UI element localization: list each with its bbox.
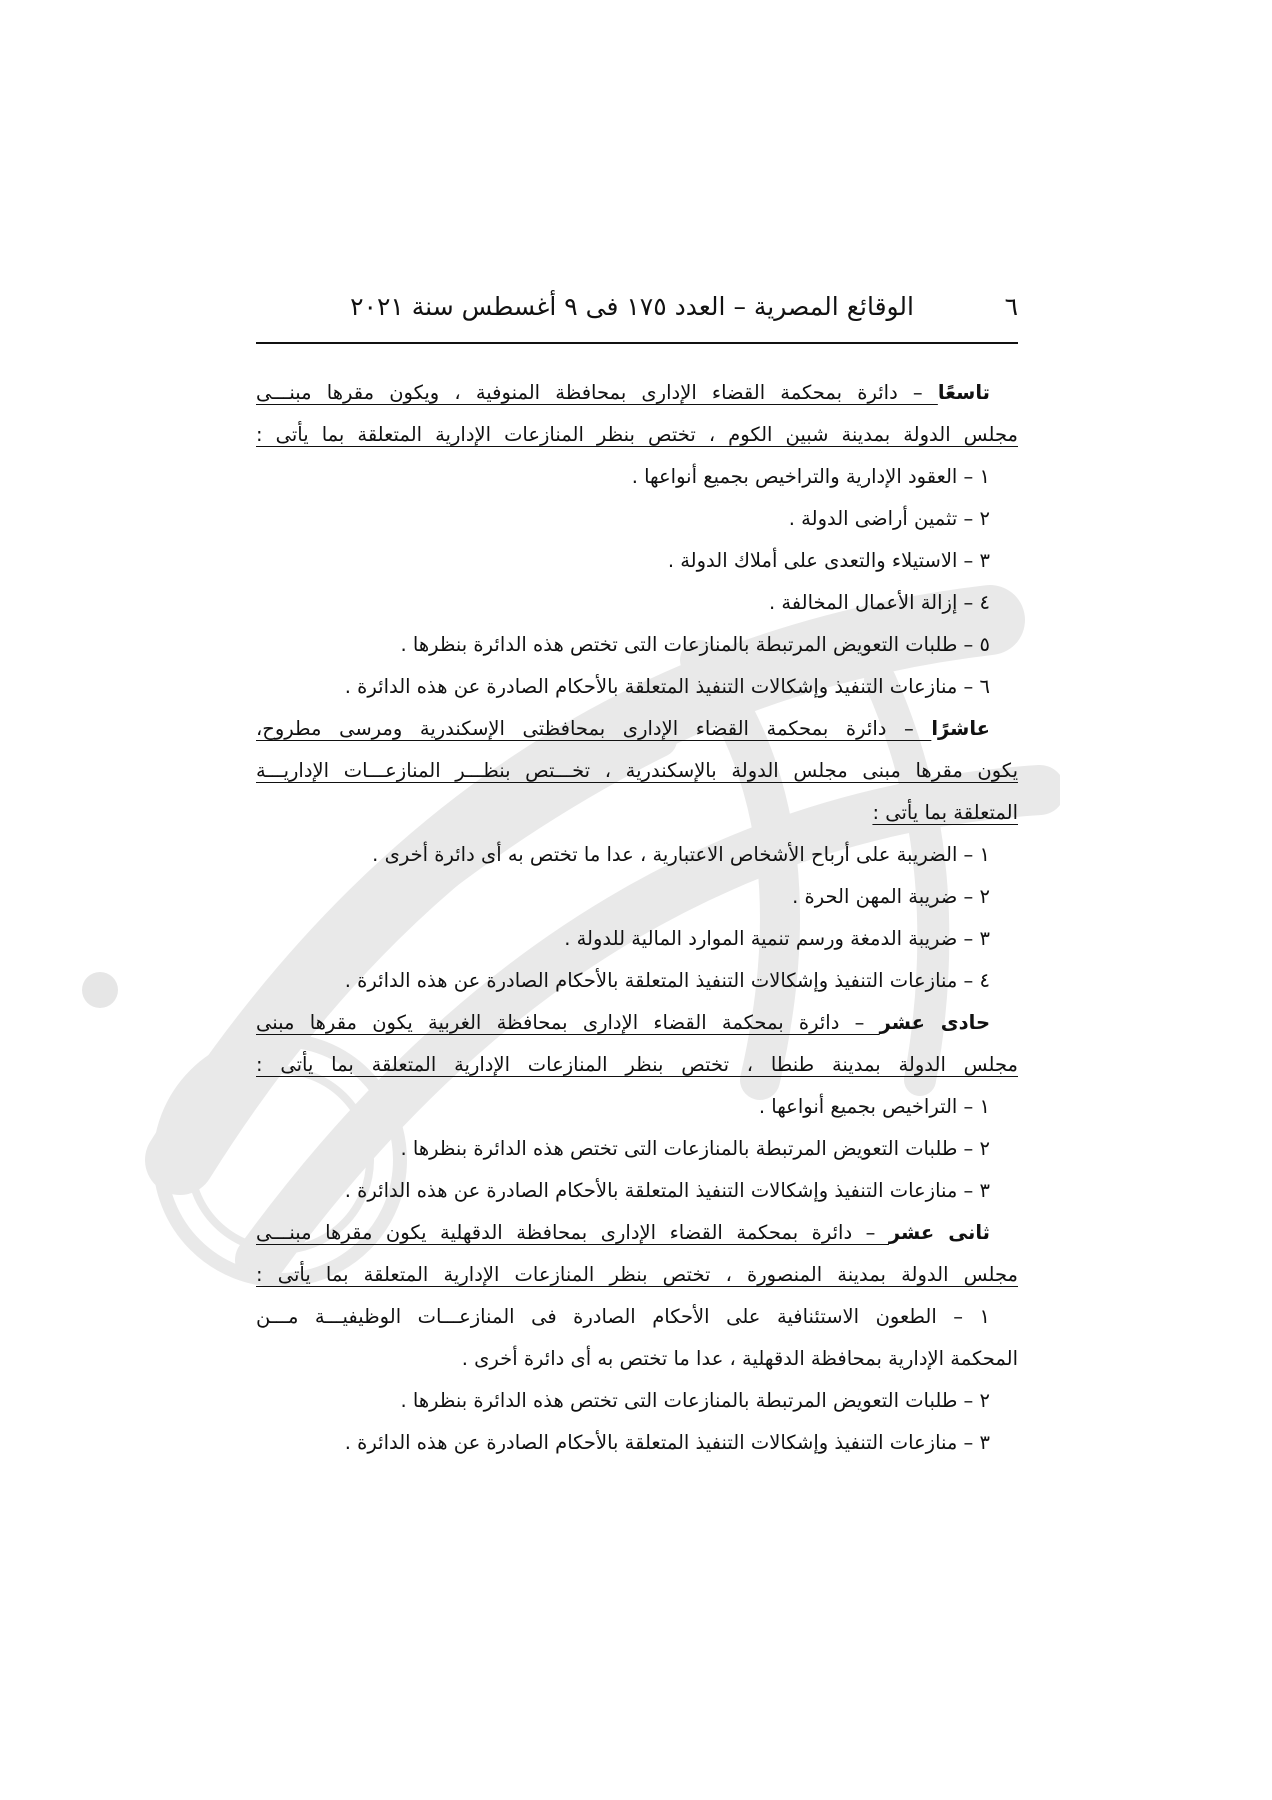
section-9-text-2: مجلس الدولة بمدينة شبين الكوم ، تختص بنظر المنازعات الإدارية المتعلقة بما يأتى : <box>256 423 1018 446</box>
section-9-text-1: – دائرة بمحكمة القضاء الإدارى بمحافظة المنوفية ، ويكون مقرها مبنـــى <box>256 381 938 404</box>
list-item: ١ – الطعون الاستئنافية على الأحكام الصادرة فى المنازعـــات الوظيفيـــة مـــن <box>256 1305 990 1328</box>
document-body <box>256 372 1018 1464</box>
section-11-line-2 <box>256 1044 1018 1086</box>
list-item: ٣ – الاستيلاء والتعدى على أملاك الدولة . <box>667 549 990 572</box>
list-item: ٤ – إزالة الأعمال المخالفة . <box>768 591 990 614</box>
section-9-line-2 <box>256 414 1018 456</box>
list-item: ١ – الضريبة على أرباح الأشخاص الاعتبارية ، عدا ما تختص به أى دائرة أخرى . <box>372 843 990 866</box>
list-item: ٣ – ضريبة الدمغة ورسم تنمية الموارد المالية للدولة . <box>564 927 990 950</box>
list-item: ١ – التراخيص بجميع أنواعها . <box>758 1095 990 1118</box>
section-11-text-1: – دائرة بمحكمة القضاء الإدارى بمحافظة الغربية يكون مقرها مبنى <box>256 1011 880 1034</box>
list-item: ٦ – منازعات التنفيذ وإشكالات التنفيذ المتعلقة بالأحكام الصادرة عن هذه الدائرة . <box>344 675 990 698</box>
section-12-lead: ثانى عشر <box>888 1221 990 1244</box>
section-10-text-3: المتعلقة بما يأتى : <box>872 801 1018 824</box>
page-number: ٦ <box>1004 292 1018 321</box>
header-title: الوقائع المصرية – العدد ١٧٥ فى ٩ أغسطس سنة ٢٠٢١ <box>350 292 914 321</box>
list-item: ٢ – طلبات التعويض المرتبطة بالمنازعات التى تختص هذه الدائرة بنظرها . <box>400 1389 990 1412</box>
section-9-lead: تاسعًا <box>937 381 990 404</box>
section-10-lead: عاشرًا <box>931 717 990 740</box>
list-item: ٣ – منازعات التنفيذ وإشكالات التنفيذ المتعلقة بالأحكام الصادرة عن هذه الدائرة . <box>344 1431 990 1454</box>
section-12-line-1 <box>256 1212 1018 1254</box>
list-item: ٥ – طلبات التعويض المرتبطة بالمنازعات التى تختص هذه الدائرة بنظرها . <box>400 633 990 656</box>
list-item: ١ – العقود الإدارية والتراخيص بجميع أنواعها . <box>631 465 990 488</box>
section-10-line-2 <box>256 750 1018 792</box>
section-11-lead: حادى عشر <box>879 1011 991 1034</box>
section-9-line-1 <box>256 372 1018 414</box>
section-12-line-2 <box>256 1254 1018 1296</box>
page-header <box>256 286 1018 344</box>
section-10-line-3 <box>256 792 1018 834</box>
section-10-line-1 <box>256 708 1018 750</box>
list-item: ٣ – منازعات التنفيذ وإشكالات التنفيذ المتعلقة بالأحكام الصادرة عن هذه الدائرة . <box>344 1179 990 1202</box>
section-11-text-2: مجلس الدولة بمدينة طنطا ، تختص بنظر المنازعات الإدارية المتعلقة بما يأتى : <box>256 1053 1018 1076</box>
list-item: ٤ – منازعات التنفيذ وإشكالات التنفيذ المتعلقة بالأحكام الصادرة عن هذه الدائرة . <box>344 969 990 992</box>
section-12-text-2: مجلس الدولة بمدينة المنصورة ، تختص بنظر المنازعات الإدارية المتعلقة بما يأتى : <box>256 1263 1018 1286</box>
section-11-line-1 <box>256 1002 1018 1044</box>
section-10-text-1: – دائرة بمحكمة القضاء الإدارى بمحافظتى الإسكندرية ومرسى مطروح، <box>256 717 932 740</box>
list-item-continuation: المحكمة الإدارية بمحافظة الدقهلية ، عدا ما تختص به أى دائرة أخرى . <box>461 1347 1018 1370</box>
list-item: ٢ – طلبات التعويض المرتبطة بالمنازعات التى تختص هذه الدائرة بنظرها . <box>400 1137 990 1160</box>
section-10-text-2: يكون مقرها مبنى مجلس الدولة بالإسكندرية ، تخـــتص بنظـــر المنازعـــات الإداريـــة <box>256 759 1018 782</box>
section-12-text-1: – دائرة بمحكمة القضاء الإدارى بمحافظة الدقهلية يكون مقرها مبنـــى <box>256 1221 889 1244</box>
list-item: ٢ – تثمين أراضى الدولة . <box>788 507 990 530</box>
list-item: ٢ – ضريبة المهن الحرة . <box>792 885 990 908</box>
